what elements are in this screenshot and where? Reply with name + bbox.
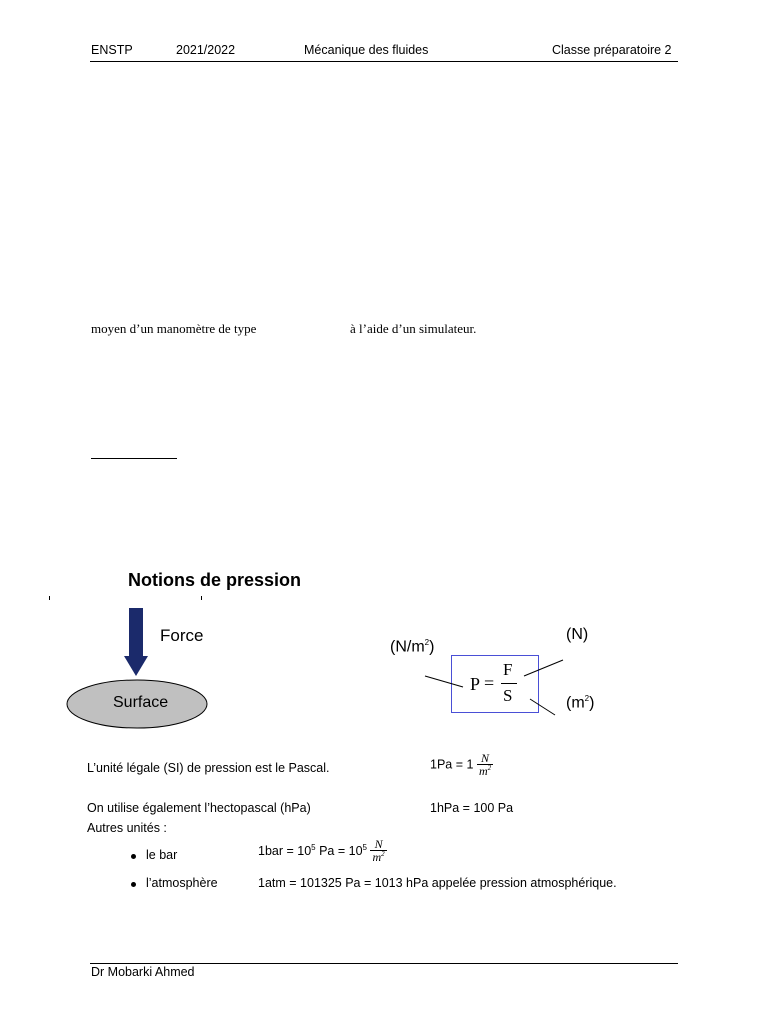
footer-author: Dr Mobarki Ahmed	[91, 965, 195, 979]
statement-si-unit: L’unité légale (SI) de pression est le Pascal.	[87, 761, 330, 775]
unit-surface-label: $(m^2)$	[566, 694, 595, 712]
intro-text-right: à l’aide d’un simulateur.	[350, 321, 477, 336]
formula-leader-lines	[420, 640, 580, 720]
surface-label: Surface	[113, 694, 169, 711]
bullet	[131, 854, 136, 859]
formula-s: S	[503, 686, 513, 705]
unit-force-label: (N)	[566, 626, 589, 643]
other-units-title: Autres unités :	[87, 821, 167, 835]
unit-atm-label: l’atmosphère	[146, 876, 218, 890]
header-class: Classe préparatoire 2	[552, 43, 672, 57]
unit-atm-value: 1atm = 101325 Pa = 1013 hPa appelée pression atmosphérique.	[258, 876, 617, 890]
section-title: Notions de pression	[128, 570, 302, 590]
unit-bar-value: $1bar = 10^5$ $Pa = 10^5$ $\frac{N}{m^2}$	[258, 837, 385, 864]
formula-f: F	[503, 660, 513, 679]
header-subject: Mécanique des fluides	[304, 43, 429, 57]
intro-text-left: moyen d’un manomètre de type	[91, 321, 257, 336]
unit-pressure-label: $(N/m^2)$	[390, 638, 435, 656]
statement-hectopascal: On utilise également l’hectopascal (hPa)	[87, 801, 311, 815]
footer-rule	[90, 963, 678, 964]
force-arrow	[124, 608, 148, 676]
formula-equals: =	[484, 673, 495, 693]
statement-si-value: 1Pa = 1 $\frac{N}{m^2}$	[430, 751, 492, 778]
stray-mark	[49, 596, 50, 600]
unit-bar-label: le bar	[146, 848, 178, 862]
force-label: Force	[160, 626, 204, 645]
header-rule	[90, 61, 678, 62]
separator-line	[91, 458, 177, 459]
header-school: ENSTP	[91, 43, 133, 57]
bullet	[131, 882, 136, 887]
statement-hectopascal-value: 1hPa = 100 Pa	[430, 801, 514, 815]
header-year: 2021/2022	[176, 43, 236, 57]
force-surface-diagram	[60, 600, 220, 735]
formula-p: P	[470, 674, 481, 694]
